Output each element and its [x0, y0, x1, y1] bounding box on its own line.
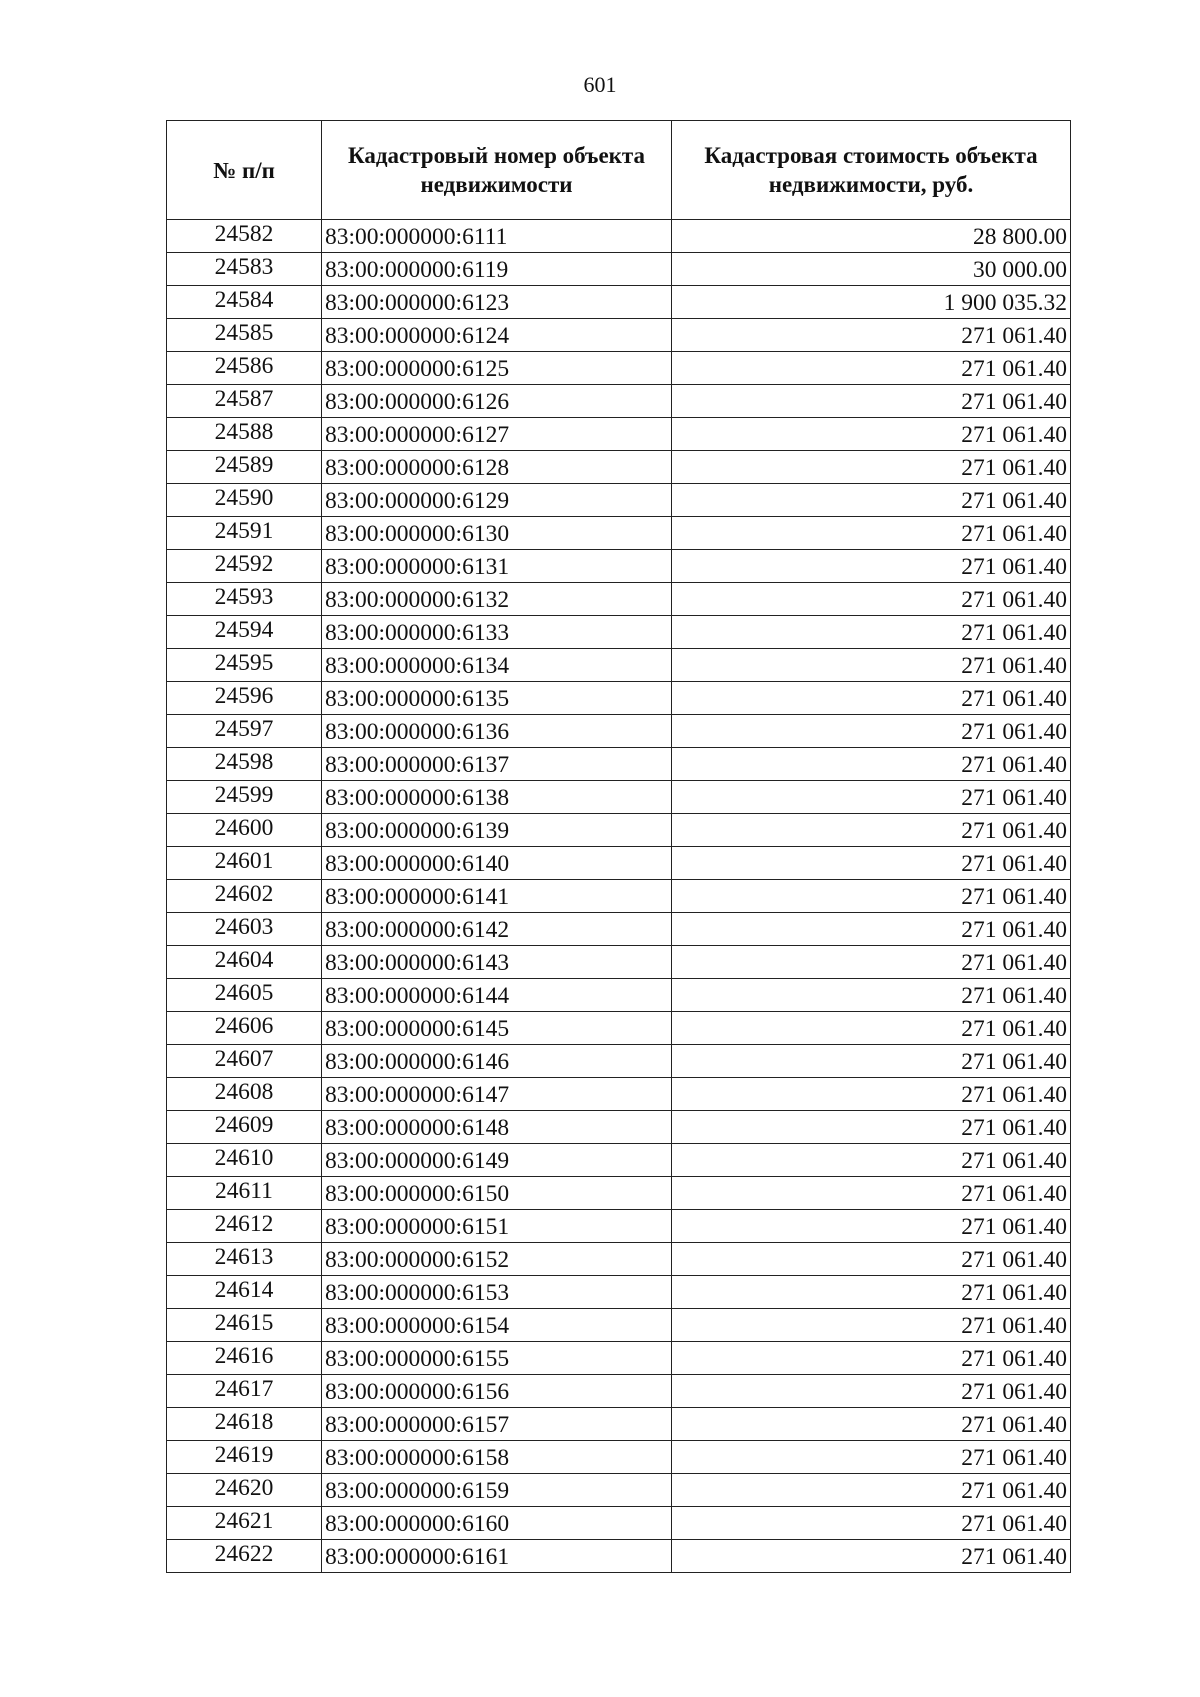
- cadastral-value-cell: 271 061.40: [672, 748, 1071, 781]
- table-row: [167, 1375, 1071, 1408]
- cadastral-value-cell: 271 061.40: [672, 1507, 1071, 1540]
- table-row: [167, 814, 1071, 847]
- cadastral-value-table: [166, 120, 1071, 1573]
- table-row: [167, 517, 1071, 550]
- row-number-cell: 24622: [167, 1540, 322, 1573]
- row-number-cell: 24621: [167, 1507, 322, 1540]
- cadastral-number-cell: 83:00:000000:6134: [322, 649, 672, 682]
- cadastral-number-cell: 83:00:000000:6140: [322, 847, 672, 880]
- table-row: [167, 1177, 1071, 1210]
- row-number-cell: 24620: [167, 1474, 322, 1507]
- table-row: [167, 1309, 1071, 1342]
- table-row: [167, 847, 1071, 880]
- table-row: [167, 1342, 1071, 1375]
- table-row: [167, 1276, 1071, 1309]
- cadastral-value-cell: 271 061.40: [672, 814, 1071, 847]
- cadastral-value-cell: 271 061.40: [672, 484, 1071, 517]
- table-row: [167, 1474, 1071, 1507]
- cadastral-number-cell: 83:00:000000:6159: [322, 1474, 672, 1507]
- table-row: [167, 1111, 1071, 1144]
- row-number-cell: 24603: [167, 913, 322, 946]
- cadastral-value-cell: 271 061.40: [672, 781, 1071, 814]
- row-number-cell: 24613: [167, 1243, 322, 1276]
- cadastral-value-cell: 271 061.40: [672, 913, 1071, 946]
- row-number-cell: 24601: [167, 847, 322, 880]
- cadastral-number-cell: 83:00:000000:6127: [322, 418, 672, 451]
- cadastral-value-cell: 271 061.40: [672, 1144, 1071, 1177]
- cadastral-value-cell: 271 061.40: [672, 517, 1071, 550]
- cadastral-value-cell: 1 900 035.32: [672, 286, 1071, 319]
- row-number-cell: 24615: [167, 1309, 322, 1342]
- cadastral-number-cell: 83:00:000000:6131: [322, 550, 672, 583]
- cadastral-value-cell: 271 061.40: [672, 682, 1071, 715]
- table-row: [167, 484, 1071, 517]
- row-number-cell: 24592: [167, 550, 322, 583]
- cadastral-number-cell: 83:00:000000:6137: [322, 748, 672, 781]
- table-row: [167, 1045, 1071, 1078]
- header-row-number: № п/п: [167, 121, 322, 220]
- row-number-cell: 24602: [167, 880, 322, 913]
- table-row: [167, 1507, 1071, 1540]
- row-number-cell: 24607: [167, 1045, 322, 1078]
- row-number-cell: 24589: [167, 451, 322, 484]
- cadastral-number-cell: 83:00:000000:6143: [322, 946, 672, 979]
- cadastral-value-cell: 271 061.40: [672, 1177, 1071, 1210]
- table-row: [167, 385, 1071, 418]
- cadastral-number-cell: 83:00:000000:6144: [322, 979, 672, 1012]
- row-number-cell: 24609: [167, 1111, 322, 1144]
- table-row: [167, 352, 1071, 385]
- table-row: [167, 1540, 1071, 1573]
- table-row: [167, 781, 1071, 814]
- table-row: [167, 880, 1071, 913]
- table-row: [167, 1243, 1071, 1276]
- table-row: [167, 1408, 1071, 1441]
- cadastral-number-cell: 83:00:000000:6147: [322, 1078, 672, 1111]
- cadastral-value-cell: 271 061.40: [672, 649, 1071, 682]
- cadastral-number-cell: 83:00:000000:6148: [322, 1111, 672, 1144]
- cadastral-value-cell: 271 061.40: [672, 616, 1071, 649]
- table-header: [167, 121, 1071, 220]
- row-number-cell: 24584: [167, 286, 322, 319]
- row-number-cell: 24590: [167, 484, 322, 517]
- cadastral-value-cell: 271 061.40: [672, 1045, 1071, 1078]
- table-row: [167, 946, 1071, 979]
- cadastral-value-cell: 271 061.40: [672, 583, 1071, 616]
- row-number-cell: 24593: [167, 583, 322, 616]
- cadastral-number-cell: 83:00:000000:6141: [322, 880, 672, 913]
- table-row: [167, 649, 1071, 682]
- cadastral-number-cell: 83:00:000000:6128: [322, 451, 672, 484]
- header-cadastral-value: Кадастровая стоимость объекта недвижимости, руб.: [672, 121, 1071, 220]
- row-number-cell: 24583: [167, 253, 322, 286]
- row-number-cell: 24614: [167, 1276, 322, 1309]
- table-row: [167, 715, 1071, 748]
- cadastral-number-cell: 83:00:000000:6139: [322, 814, 672, 847]
- cadastral-number-cell: 83:00:000000:6153: [322, 1276, 672, 1309]
- table-row: [167, 220, 1071, 253]
- table-row: [167, 748, 1071, 781]
- cadastral-number-cell: 83:00:000000:6158: [322, 1441, 672, 1474]
- row-number-cell: 24618: [167, 1408, 322, 1441]
- cadastral-number-cell: 83:00:000000:6151: [322, 1210, 672, 1243]
- header-row: [167, 121, 1071, 220]
- cadastral-value-cell: 271 061.40: [672, 1210, 1071, 1243]
- row-number-cell: 24582: [167, 220, 322, 253]
- row-number-cell: 24599: [167, 781, 322, 814]
- cadastral-number-cell: 83:00:000000:6133: [322, 616, 672, 649]
- cadastral-number-cell: 83:00:000000:6152: [322, 1243, 672, 1276]
- row-number-cell: 24585: [167, 319, 322, 352]
- row-number-cell: 24610: [167, 1144, 322, 1177]
- row-number-cell: 24596: [167, 682, 322, 715]
- cadastral-value-cell: 271 061.40: [672, 715, 1071, 748]
- cadastral-value-cell: 271 061.40: [672, 1243, 1071, 1276]
- row-number-cell: 24586: [167, 352, 322, 385]
- table-row: [167, 979, 1071, 1012]
- cadastral-value-cell: 271 061.40: [672, 1111, 1071, 1144]
- cadastral-value-cell: 271 061.40: [672, 1441, 1071, 1474]
- cadastral-value-cell: 271 061.40: [672, 1342, 1071, 1375]
- cadastral-value-cell: 271 061.40: [672, 1078, 1071, 1111]
- cadastral-value-cell: 271 061.40: [672, 1474, 1071, 1507]
- cadastral-value-cell: 271 061.40: [672, 1276, 1071, 1309]
- row-number-cell: 24606: [167, 1012, 322, 1045]
- cadastral-number-cell: 83:00:000000:6129: [322, 484, 672, 517]
- cadastral-number-cell: 83:00:000000:6125: [322, 352, 672, 385]
- cadastral-value-cell: 271 061.40: [672, 946, 1071, 979]
- table-row: [167, 418, 1071, 451]
- cadastral-number-cell: 83:00:000000:6161: [322, 1540, 672, 1573]
- cadastral-number-cell: 83:00:000000:6154: [322, 1309, 672, 1342]
- cadastral-value-cell: 271 061.40: [672, 550, 1071, 583]
- cadastral-value-cell: 271 061.40: [672, 847, 1071, 880]
- cadastral-value-cell: 271 061.40: [672, 451, 1071, 484]
- cadastral-number-cell: 83:00:000000:6123: [322, 286, 672, 319]
- table-row: [167, 1012, 1071, 1045]
- row-number-cell: 24587: [167, 385, 322, 418]
- cadastral-number-cell: 83:00:000000:6135: [322, 682, 672, 715]
- cadastral-number-cell: 83:00:000000:6149: [322, 1144, 672, 1177]
- table-body: [167, 220, 1071, 1573]
- cadastral-number-cell: 83:00:000000:6155: [322, 1342, 672, 1375]
- row-number-cell: 24588: [167, 418, 322, 451]
- table-row: [167, 682, 1071, 715]
- cadastral-number-cell: 83:00:000000:6124: [322, 319, 672, 352]
- cadastral-number-cell: 83:00:000000:6146: [322, 1045, 672, 1078]
- cadastral-value-cell: 30 000.00: [672, 253, 1071, 286]
- table-row: [167, 1210, 1071, 1243]
- row-number-cell: 24597: [167, 715, 322, 748]
- table-row: [167, 1144, 1071, 1177]
- cadastral-value-cell: 271 061.40: [672, 385, 1071, 418]
- cadastral-value-cell: 271 061.40: [672, 1408, 1071, 1441]
- cadastral-number-cell: 83:00:000000:6111: [322, 220, 672, 253]
- table-row: [167, 550, 1071, 583]
- cadastral-number-cell: 83:00:000000:6138: [322, 781, 672, 814]
- row-number-cell: 24598: [167, 748, 322, 781]
- row-number-cell: 24595: [167, 649, 322, 682]
- row-number-cell: 24605: [167, 979, 322, 1012]
- table-row: [167, 913, 1071, 946]
- cadastral-value-cell: 28 800.00: [672, 220, 1071, 253]
- cadastral-value-cell: 271 061.40: [672, 880, 1071, 913]
- table-row: [167, 253, 1071, 286]
- cadastral-value-cell: 271 061.40: [672, 979, 1071, 1012]
- row-number-cell: 24591: [167, 517, 322, 550]
- cadastral-value-cell: 271 061.40: [672, 1375, 1071, 1408]
- row-number-cell: 24604: [167, 946, 322, 979]
- cadastral-value-cell: 271 061.40: [672, 1309, 1071, 1342]
- table-row: [167, 616, 1071, 649]
- cadastral-value-cell: 271 061.40: [672, 319, 1071, 352]
- cadastral-value-cell: 271 061.40: [672, 418, 1071, 451]
- row-number-cell: 24611: [167, 1177, 322, 1210]
- cadastral-number-cell: 83:00:000000:6136: [322, 715, 672, 748]
- page-number: 601: [583, 72, 617, 97]
- table-row: [167, 1441, 1071, 1474]
- cadastral-number-cell: 83:00:000000:6130: [322, 517, 672, 550]
- cadastral-number-cell: 83:00:000000:6157: [322, 1408, 672, 1441]
- row-number-cell: 24600: [167, 814, 322, 847]
- table-row: [167, 1078, 1071, 1111]
- row-number-cell: 24619: [167, 1441, 322, 1474]
- table-row: [167, 583, 1071, 616]
- cadastral-number-cell: 83:00:000000:6145: [322, 1012, 672, 1045]
- cadastral-number-cell: 83:00:000000:6160: [322, 1507, 672, 1540]
- table-row: [167, 286, 1071, 319]
- row-number-cell: 24612: [167, 1210, 322, 1243]
- cadastral-number-cell: 83:00:000000:6132: [322, 583, 672, 616]
- cadastral-number-cell: 83:00:000000:6119: [322, 253, 672, 286]
- cadastral-value-cell: 271 061.40: [672, 1540, 1071, 1573]
- cadastral-number-cell: 83:00:000000:6126: [322, 385, 672, 418]
- cadastral-value-cell: 271 061.40: [672, 1012, 1071, 1045]
- table-row: [167, 451, 1071, 484]
- header-cadastral-number: Кадастровый номер объекта недвижимости: [322, 121, 672, 220]
- cadastral-value-cell: 271 061.40: [672, 352, 1071, 385]
- cadastral-number-cell: 83:00:000000:6142: [322, 913, 672, 946]
- row-number-cell: 24617: [167, 1375, 322, 1408]
- table-row: [167, 319, 1071, 352]
- row-number-cell: 24616: [167, 1342, 322, 1375]
- row-number-cell: 24594: [167, 616, 322, 649]
- row-number-cell: 24608: [167, 1078, 322, 1111]
- cadastral-number-cell: 83:00:000000:6156: [322, 1375, 672, 1408]
- cadastral-number-cell: 83:00:000000:6150: [322, 1177, 672, 1210]
